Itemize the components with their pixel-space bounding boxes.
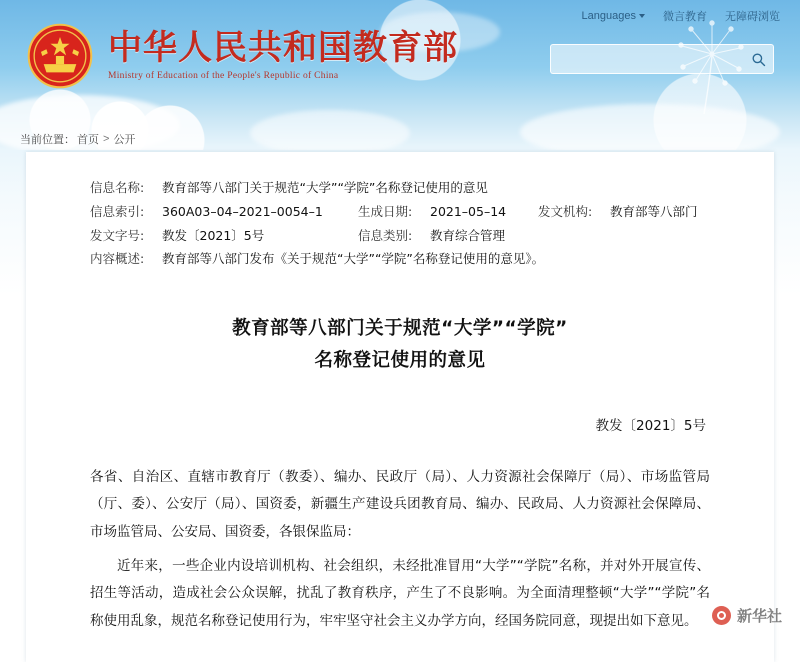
document-title-line-2: 名称登记使用的意见 — [314, 350, 486, 372]
search-button[interactable] — [743, 46, 773, 72]
metadata-value-name: 教育部等八部门关于规范“大学”“学院”名称登记使用的意见 — [162, 180, 488, 195]
top-link-label: Languages — [581, 10, 636, 22]
metadata-row-index — [90, 200, 710, 224]
breadcrumb — [20, 131, 135, 147]
breadcrumb-prefix: 当前位置： — [20, 134, 75, 146]
metadata-value-summary: 教育部等八部门发布《关于规范“大学”“学院”名称登记使用的意见》。 — [162, 251, 545, 267]
watermark — [712, 605, 782, 626]
top-link-languages[interactable] — [582, 10, 645, 22]
document-number: 教发〔2021〕5号 — [595, 417, 706, 434]
metadata-value-docnumber: 教发〔2021〕5号 — [162, 227, 265, 243]
cloud-decoration — [250, 110, 410, 150]
document-body — [90, 464, 710, 636]
document-paragraph-recipients: 各省、自治区、直辖市教育厅（教委）、编办、民政厅（局）、人力资源社会保障厅（局）、市场监管局（厅、委）、公安厅（局）、国资委，新疆生产建设兵团教育局、编办、民政局、人力资源社会保障局、市场监管局、公安局、国资委，各银保监局： — [90, 468, 710, 541]
document-title — [90, 313, 710, 378]
top-link-label: 无障碍浏览 — [725, 11, 780, 23]
metadata-label-issuer: 发文机构: — [538, 203, 593, 219]
metadata-row-summary — [90, 247, 710, 271]
breadcrumb-item-open[interactable]: 公开 — [113, 134, 136, 146]
metadata-value-issuer: 教育部等八部门 — [610, 203, 698, 219]
top-link-weiyan-jiaoyu[interactable] — [663, 8, 707, 24]
xinhua-badge-icon — [712, 606, 731, 625]
ministry-title-cn: 中华人民共和国教育部 — [108, 27, 458, 68]
search-box[interactable] — [550, 44, 774, 74]
site-header-banner — [0, 0, 800, 150]
metadata-row-name — [90, 176, 710, 200]
document-metadata — [90, 176, 710, 271]
breadcrumb-separator: > — [103, 133, 110, 145]
ministry-title-en: Ministry of Education of the People's Republic of China — [108, 70, 339, 81]
metadata-label-summary: 内容概述: — [90, 251, 145, 267]
metadata-value-date: 2021–05–14 — [430, 203, 507, 219]
metadata-value-category: 教育综合管理 — [430, 227, 506, 243]
ministry-title — [108, 27, 458, 82]
metadata-label-docnumber: 发文字号: — [90, 227, 145, 243]
document-card — [26, 152, 774, 662]
metadata-label-category: 信息类别: — [358, 227, 413, 243]
search-icon — [751, 52, 766, 67]
metadata-label-index: 信息索引: — [90, 203, 145, 219]
national-emblem-icon — [26, 22, 94, 90]
top-utility-links — [582, 8, 780, 24]
metadata-row-docnumber — [90, 224, 710, 248]
document-paragraph-intro: 近年来，一些企业内设培训机构、社会组织，未经批准冒用“大学”“学院”名称，并对外开展宣传、招生等活动，造成社会公众误解，扰乱了教育秩序，产生了不良影响。为全面清理整顿“大学”“学院”名称使用乱象，规范名称登记使用行为，牢牢坚守社会主义办学方向，经国务院同意，现提出如下意见。 — [90, 557, 710, 630]
top-link-label: 微言教育 — [663, 11, 707, 23]
metadata-label-name: 信息名称: — [90, 180, 145, 195]
search-input[interactable] — [551, 53, 743, 65]
metadata-label-date: 生成日期: — [358, 203, 413, 219]
top-link-accessibility[interactable] — [725, 8, 780, 24]
breadcrumb-item-home[interactable]: 首页 — [77, 134, 99, 146]
chevron-down-icon — [639, 14, 645, 18]
document-title-line-1: 教育部等八部门关于规范“大学”“学院” — [232, 318, 568, 339]
site-logo[interactable] — [26, 22, 458, 90]
metadata-value-index: 360A03–04–2021–0054–1 — [162, 203, 323, 219]
watermark-label: 新华社 — [736, 607, 782, 625]
